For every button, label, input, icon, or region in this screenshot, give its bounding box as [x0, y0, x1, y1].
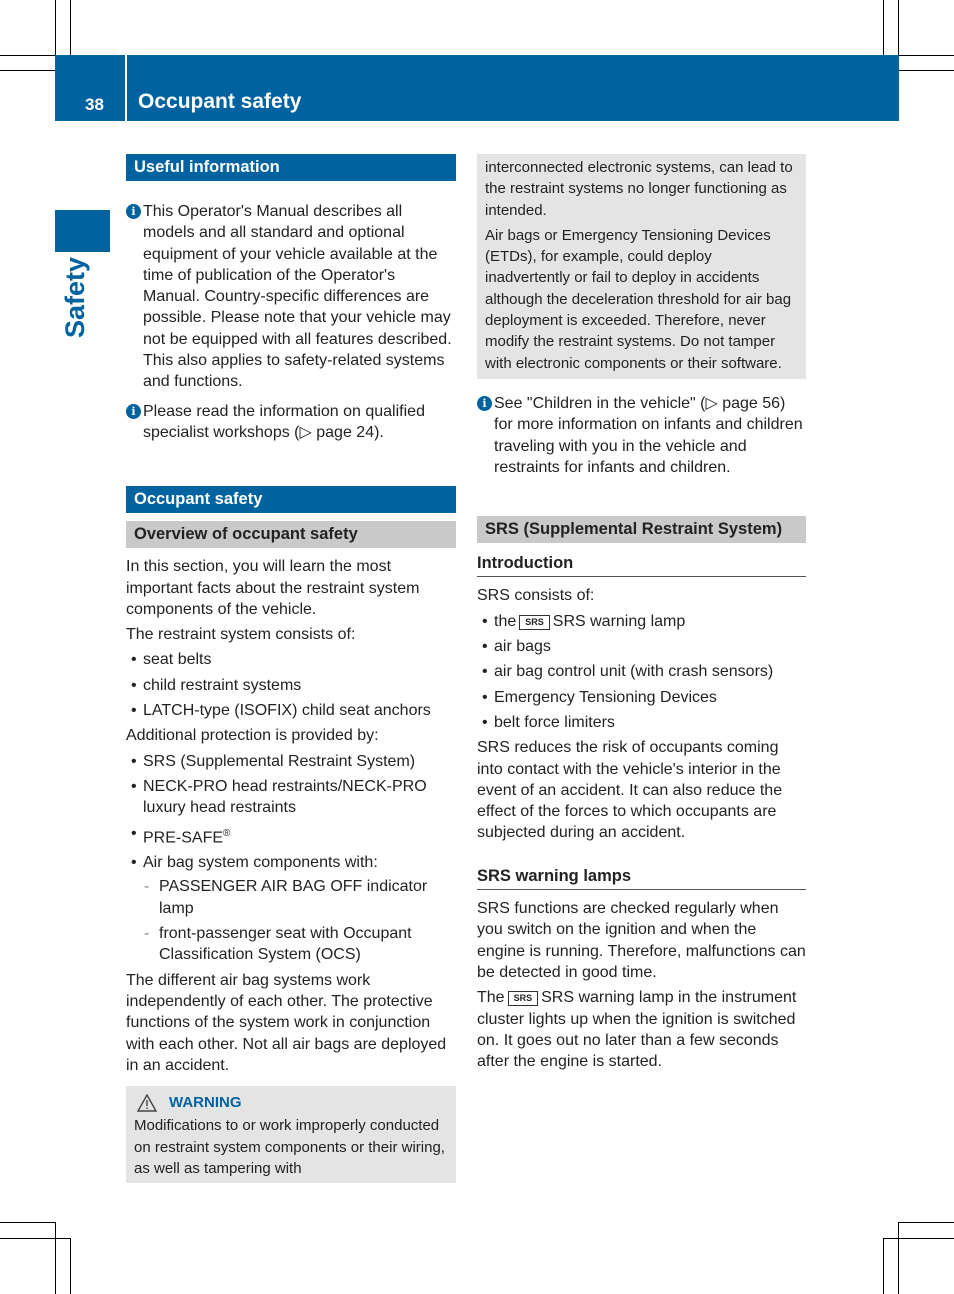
crop-mark	[0, 1222, 55, 1223]
left-column	[126, 154, 456, 1183]
info-note	[126, 201, 456, 393]
info-icon: i	[126, 204, 141, 219]
srs-heading: SRS (Supplemental Restraint System)	[477, 516, 806, 543]
crop-mark	[0, 1238, 70, 1239]
srs-lamps-p2-suffix: SRS warning lamp in the instrument cluster lights up when the ignition is switched on. It goes out no later than a few seconds after the engine is started.	[477, 989, 797, 1071]
srs-list	[477, 611, 806, 733]
list-item	[126, 852, 456, 965]
registered-mark: ®	[223, 827, 231, 839]
warning-cont-p1: interconnected electronic systems, can lead to the restraint systems no longer functioning as intended.	[485, 159, 793, 219]
crop-mark	[55, 0, 56, 55]
srs-warning-icon: SRS	[508, 991, 539, 1006]
crop-mark	[898, 0, 899, 55]
restraint-list	[126, 649, 456, 721]
warning-box-continued	[477, 154, 806, 379]
list-item	[477, 611, 806, 632]
crop-mark	[70, 1238, 71, 1294]
srs-lamps-p1: SRS functions are checked regularly when you switch on the ignition and when the engine is running. Therefore, malfunctions can be detected in good time.	[477, 900, 806, 981]
crop-mark	[0, 55, 55, 56]
page-number: 38	[85, 95, 104, 114]
overview-intro: In this section, you will learn the most important facts about the restraint system components of the vehicle.	[126, 558, 420, 618]
warning-title	[134, 1092, 448, 1113]
srs-lamps-p2-prefix: The	[477, 989, 505, 1007]
info-text: See "Children in the vehicle" (▷ page 56) for more information on infants and children traveling with you in the vehicle and restraints for infants and children.	[494, 394, 803, 476]
warning-box	[126, 1086, 456, 1183]
airbag-sublist	[143, 876, 456, 965]
warning-text: Modifications to or work improperly conducted on restraint system components or their wiring, as well as tampering with	[134, 1117, 445, 1178]
srs-lamps-p2	[477, 987, 806, 1072]
list-item: • belt force limiters	[477, 712, 806, 733]
list-item: • Emergency Tensioning Devices	[477, 687, 806, 708]
list-item: • air bags	[477, 636, 806, 657]
info-note	[477, 393, 806, 478]
page-title: Occupant safety	[138, 90, 302, 113]
crop-mark	[899, 70, 954, 71]
overview-subheading: Overview of occupant safety	[126, 521, 456, 548]
sub-list-item: - PASSENGER AIR BAG OFF indicator lamp	[143, 876, 456, 919]
introduction-heading: Introduction	[477, 553, 806, 577]
list-item: • air bag control unit (with crash sensors)	[477, 661, 806, 682]
srs-warning-lamps-heading: SRS warning lamps	[477, 866, 806, 890]
info-note	[126, 401, 456, 444]
list-item-text: Air bag system components with:	[143, 854, 378, 872]
crop-mark	[899, 1222, 954, 1223]
list-item-text: PRE-SAFE	[143, 828, 224, 846]
airbag-closing: The different air bag systems work independently of each other. The protective functions of the system work in conjunction with each other. Not all air bags are deployed in an accident.	[126, 971, 447, 1074]
list-item-text: SRS warning lamp	[552, 612, 686, 630]
list-item: • child restraint systems	[126, 675, 456, 696]
info-icon: i	[477, 396, 492, 411]
warning-triangle-icon	[137, 1094, 157, 1112]
list-item: • seat belts	[126, 649, 456, 670]
right-column	[477, 154, 806, 1076]
crop-mark	[55, 1222, 56, 1294]
list-item: • LATCH-type (ISOFIX) child seat anchors	[126, 700, 456, 721]
occupant-safety-heading: Occupant safety	[126, 486, 456, 513]
side-tab-marker	[55, 210, 110, 252]
srs-consists-label: SRS consists of:	[477, 587, 595, 605]
crop-mark	[70, 0, 71, 55]
srs-warning-icon: SRS	[519, 615, 550, 630]
crop-mark	[899, 55, 954, 56]
crop-mark	[898, 1222, 899, 1294]
info-icon: i	[126, 404, 141, 419]
crop-mark	[0, 70, 55, 71]
warning-title-text: WARNING	[169, 1094, 242, 1112]
list-item: • SRS (Supplemental Restraint System)	[126, 751, 456, 772]
srs-reduces: SRS reduces the risk of occupants coming into contact with the vehicle's interior in the event of an accident. It can also reduce the effect of the forces to which occupants are subjected during an accident.	[477, 739, 783, 842]
warning-cont-p2: Air bags or Emergency Tensioning Devices (ETDs), for example, could deploy inadvertently or fail to deploy in accidents although the deceleration threshold for air bag deployment is exceeded. Therefore, never modify the restraint systems. Do not tamper with electronic components or their software.	[485, 226, 792, 372]
crop-mark	[883, 0, 884, 55]
list-item	[126, 823, 456, 849]
sub-list-item: - front-passenger seat with Occupant Classification System (OCS)	[143, 923, 456, 966]
useful-info-heading: Useful information	[126, 154, 456, 181]
crop-mark	[883, 1238, 954, 1239]
info-text: Please read the information on qualified specialist workshops (▷ page 24).	[143, 402, 425, 441]
info-text: This Operator's Manual describes all models and all standard and optional equipment of your vehicle available at the time of publication of the Operator's Manual. Country-specific differences are possible. Please note that your vehicle may not be equipped with all features described. This also applies to safety-related systems and functions.	[143, 203, 452, 391]
header-divider	[125, 55, 127, 121]
side-tab-label: Safety	[60, 256, 90, 338]
list-item-text: the	[494, 612, 517, 630]
additional-list	[126, 751, 456, 966]
additional-protection-label: Additional protection is provided by:	[126, 727, 379, 745]
crop-mark	[883, 1238, 884, 1294]
list-item: • NECK-PRO head restraints/NECK-PRO luxury head restraints	[126, 776, 456, 819]
restraint-consists-label: The restraint system consists of:	[126, 626, 356, 644]
